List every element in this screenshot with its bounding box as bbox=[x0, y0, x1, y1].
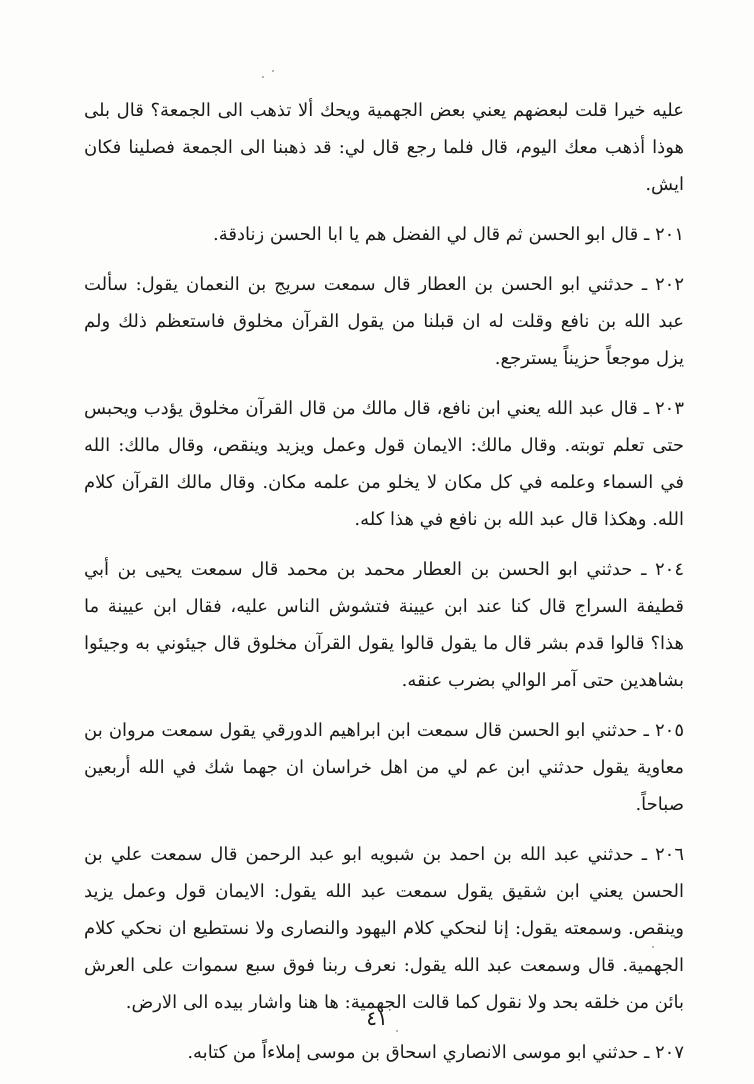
page-number: ٤١ bbox=[366, 1006, 388, 1030]
ink-speck bbox=[272, 70, 274, 72]
paragraph-207: ٢٠٧ ـ حدثني ابو موسى الانصاري اسحاق بن موسى إملاءاً من كتابه. bbox=[187, 1042, 684, 1063]
paragraph-201: ٢٠١ ـ قال ابو الحسن ثم قال لي الفضل هم يا ابا الحسن زنادقة. bbox=[213, 224, 684, 245]
paragraph-205: ٢٠٥ ـ حدثني ابو الحسن قال سمعت ابن ابراهيم الدورقي يقول سمعت مروان بن معاوية يقول حدثني ابن عم لي من اهل خراسان ان جهما شك في الله أربعين صباحاً. bbox=[84, 720, 684, 815]
page-body bbox=[84, 92, 684, 1084]
ink-speck bbox=[262, 76, 264, 78]
paragraph-203: ٢٠٣ ـ قال عبد الله يعني ابن نافع، قال مالك من قال القرآن مخلوق يؤدب ويحبس حتى تعلم توبته. وقال مالك: الايمان قول وعمل ويزيد وينقص، وقال مالك: الله في السماء وعلمه في كل مكان لا يخلو من علمه مكان. وقال مالك القرآن كلام الله. وهكذا قال عبد الله بن نافع في هذا كله. bbox=[84, 398, 684, 530]
paragraph-202: ٢٠٢ ـ حدثني ابو الحسن بن العطار قال سمعت سريج بن النعمان يقول: سألت عبد الله بن نافع وقلت له ان قبلنا من يقول القرآن مخلوق فاستعظم ذلك ولم يزل موجعاً حزيناً يسترجع. bbox=[84, 274, 684, 369]
paragraph-continued: عليه خيرا قلت لبعضهم يعني بعض الجهمية ويحك ألا تذهب الى الجمعة؟ قال بلى هوذا أذهب معك اليوم، قال فلما رجع قال لي: قد ذهبنا الى الجمعة فصلينا فكان ايش. bbox=[84, 100, 684, 195]
paragraph-206: ٢٠٦ ـ حدثني عبد الله بن احمد بن شبويه ابو عبد الرحمن قال سمعت علي بن الحسن يعني ابن شقيق يقول سمعت عبد الله يقول: الايمان قول وعمل يزيد وينقص. وسمعته يقول: إنا لنحكي كلام اليهود والنصارى ولا نستطيع ان نحكي كلام الجهمية. قال وسمعت عبد الله يقول: نعرف ربنا فوق سبع سموات على العرش بائن من خلقه بحد ولا نقول كما قالت الجهمية: ها هنا واشار بيده الى الارض. bbox=[84, 844, 684, 1013]
paragraph-204: ٢٠٤ ـ حدثني ابو الحسن بن العطار محمد بن محمد قال سمعت يحيى بن أبي قطيفة السراج قال كنا عند ابن عيينة فتشوش الناس عليه، فقال ابن عيينة ما هذا؟ قالوا قدم بشر قال ما يقول قالوا يقول القرآن مخلوق قال جيئوني به وجيئوا بشاهدين حتى آمر الوالي بضرب عنقه. bbox=[84, 559, 684, 691]
